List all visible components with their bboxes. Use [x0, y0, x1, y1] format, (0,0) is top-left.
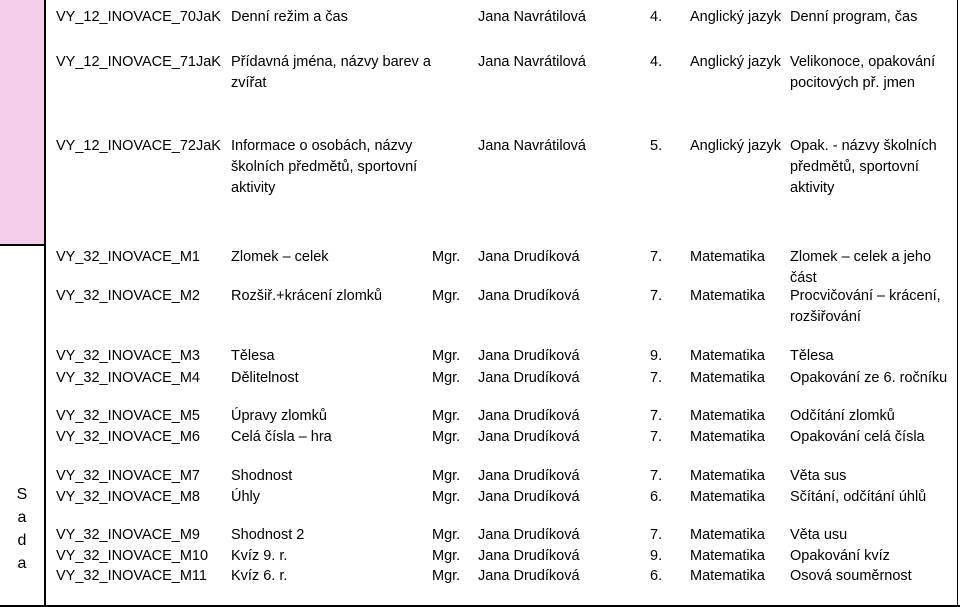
cell-topic: Tělesa: [231, 348, 275, 364]
cell-subject: Matematika: [690, 568, 765, 584]
cell-code: VY_32_INOVACE_M1: [56, 249, 200, 265]
cell-topic: Rozšiř.+krácení zlomků: [231, 288, 383, 304]
cell-author-title: Mgr.: [432, 249, 461, 265]
cell-grade: 9.: [650, 348, 663, 364]
cell-subject: Matematika: [690, 370, 765, 386]
cell-author-title: Mgr.: [432, 408, 461, 424]
cell-author: Jana Drudíková: [478, 489, 580, 505]
cell-subject: Anglický jazyk: [690, 138, 782, 154]
right-rule: [957, 0, 958, 607]
cell-author: Jana Drudíková: [478, 408, 580, 424]
cell-code: VY_32_INOVACE_M7: [56, 468, 200, 484]
cell-subject: Anglický jazyk: [690, 9, 782, 25]
cell-author-title: Mgr.: [432, 568, 461, 584]
cell-topic: Celá čísla – hra: [231, 429, 332, 445]
cell-code: VY_32_INOVACE_M11: [56, 568, 207, 584]
cell-author-title: Mgr.: [432, 370, 461, 386]
cell-grade: 5.: [650, 138, 663, 154]
cell-topic: Zlomek – celek: [231, 249, 329, 265]
cell-subject: Matematika: [690, 348, 765, 364]
cell-topic: Shodnost: [231, 468, 293, 484]
sada-letter: a: [17, 555, 27, 572]
sada-letter: a: [17, 509, 27, 526]
cell-grade: 7.: [650, 288, 663, 304]
cell-grade: 7.: [650, 370, 663, 386]
cell-author-title: Mgr.: [432, 527, 461, 543]
cell-grade: 6.: [650, 489, 663, 505]
cell-topic: Přídavná jména, názvy barev a zvířat: [231, 54, 431, 91]
left-band-pink: [0, 0, 46, 244]
cell-topic: Úpravy zlomků: [231, 408, 327, 424]
cell-author-title: Mgr.: [432, 489, 461, 505]
cell-topic: Denní režim a čas: [231, 9, 348, 25]
cell-note: Tělesa: [790, 348, 834, 364]
cell-author: Jana Navrátilová: [478, 9, 586, 25]
cell-note: Zlomek – celek a jeho část: [790, 249, 932, 286]
cell-grade: 6.: [650, 568, 663, 584]
cell-code: VY_32_INOVACE_M9: [56, 527, 200, 543]
cell-note: Sčítání, odčítání úhlů: [790, 489, 927, 505]
cell-note: Osová souměrnost: [790, 568, 912, 584]
cell-grade: 7.: [650, 527, 663, 543]
cell-note: Opakování kvíz: [790, 548, 890, 564]
cell-author: Jana Drudíková: [478, 548, 580, 564]
cell-author-title: Mgr.: [432, 468, 461, 484]
cell-code: VY_32_INOVACE_M3: [56, 348, 200, 364]
cell-code: VY_32_INOVACE_M8: [56, 489, 200, 505]
cell-subject: Matematika: [690, 408, 765, 424]
cell-topic: Kvíz 9. r.: [231, 548, 288, 564]
cell-topic: Informace o osobách, názvy školních předmětů, sportovní aktivity: [231, 138, 418, 196]
sada-letter: S: [16, 486, 28, 503]
cell-code: VY_32_INOVACE_M2: [56, 288, 200, 304]
cell-author-title: Mgr.: [432, 348, 461, 364]
cell-author: Jana Drudíková: [478, 429, 580, 445]
cell-note: Velikonoce, opakování pocitových př. jmen: [790, 54, 936, 91]
cell-code: VY_12_INOVACE_72JaK: [56, 138, 221, 154]
cell-subject: Matematika: [690, 468, 765, 484]
cell-author: Jana Drudíková: [478, 568, 580, 584]
cell-subject: Anglický jazyk: [690, 54, 782, 70]
cell-topic: Shodnost 2: [231, 527, 305, 543]
cell-note: Denní program, čas: [790, 9, 918, 25]
cell-subject: Matematika: [690, 489, 765, 505]
cell-subject: Matematika: [690, 429, 765, 445]
cell-subject: Matematika: [690, 249, 765, 265]
cell-note: Procvičování – krácení, rozšiřování: [790, 288, 941, 325]
cell-author: Jana Drudíková: [478, 370, 580, 386]
cell-code: VY_32_INOVACE_M10: [56, 548, 209, 564]
cell-note: Opakování ze 6. ročníku: [790, 370, 948, 386]
left-band-white: [0, 244, 46, 607]
cell-grade: 7.: [650, 249, 663, 265]
cell-code: VY_12_INOVACE_70JaK: [56, 9, 221, 25]
cell-grade: 7.: [650, 429, 663, 445]
cell-note: Odčítání zlomků: [790, 408, 895, 424]
cell-subject: Matematika: [690, 288, 765, 304]
cell-grade: 4.: [650, 9, 663, 25]
cell-code: VY_12_INOVACE_71JaK: [56, 54, 221, 70]
sada-letter: d: [17, 532, 27, 549]
cell-grade: 7.: [650, 408, 663, 424]
cell-code: VY_32_INOVACE_M4: [56, 370, 200, 386]
cell-author-title: Mgr.: [432, 429, 461, 445]
cell-author: Jana Drudíková: [478, 527, 580, 543]
cell-note: Věta usu: [790, 527, 848, 543]
cell-topic: Kvíz 6. r.: [231, 568, 288, 584]
cell-note: Opak. - názvy školních předmětů, sportovní aktivity: [790, 138, 937, 196]
cell-subject: Matematika: [690, 527, 765, 543]
cell-author: Jana Navrátilová: [478, 138, 586, 154]
cell-grade: 9.: [650, 548, 663, 564]
cell-grade: 4.: [650, 54, 663, 70]
cell-author: Jana Drudíková: [478, 348, 580, 364]
cell-grade: 7.: [650, 468, 663, 484]
cell-author: Jana Drudíková: [478, 249, 580, 265]
cell-topic: Úhly: [231, 489, 261, 505]
band-divider: [0, 244, 44, 246]
cell-note: Opakování celá čísla: [790, 429, 925, 445]
cell-subject: Matematika: [690, 548, 765, 564]
cell-author: Jana Navrátilová: [478, 54, 586, 70]
cell-topic: Dělitelnost: [231, 370, 299, 386]
cell-author-title: Mgr.: [432, 288, 461, 304]
cell-author: Jana Drudíková: [478, 468, 580, 484]
cell-note: Věta sus: [790, 468, 847, 484]
cell-code: VY_32_INOVACE_M6: [56, 429, 200, 445]
cell-author-title: Mgr.: [432, 548, 461, 564]
cell-code: VY_32_INOVACE_M5: [56, 408, 200, 424]
cell-author: Jana Drudíková: [478, 288, 580, 304]
